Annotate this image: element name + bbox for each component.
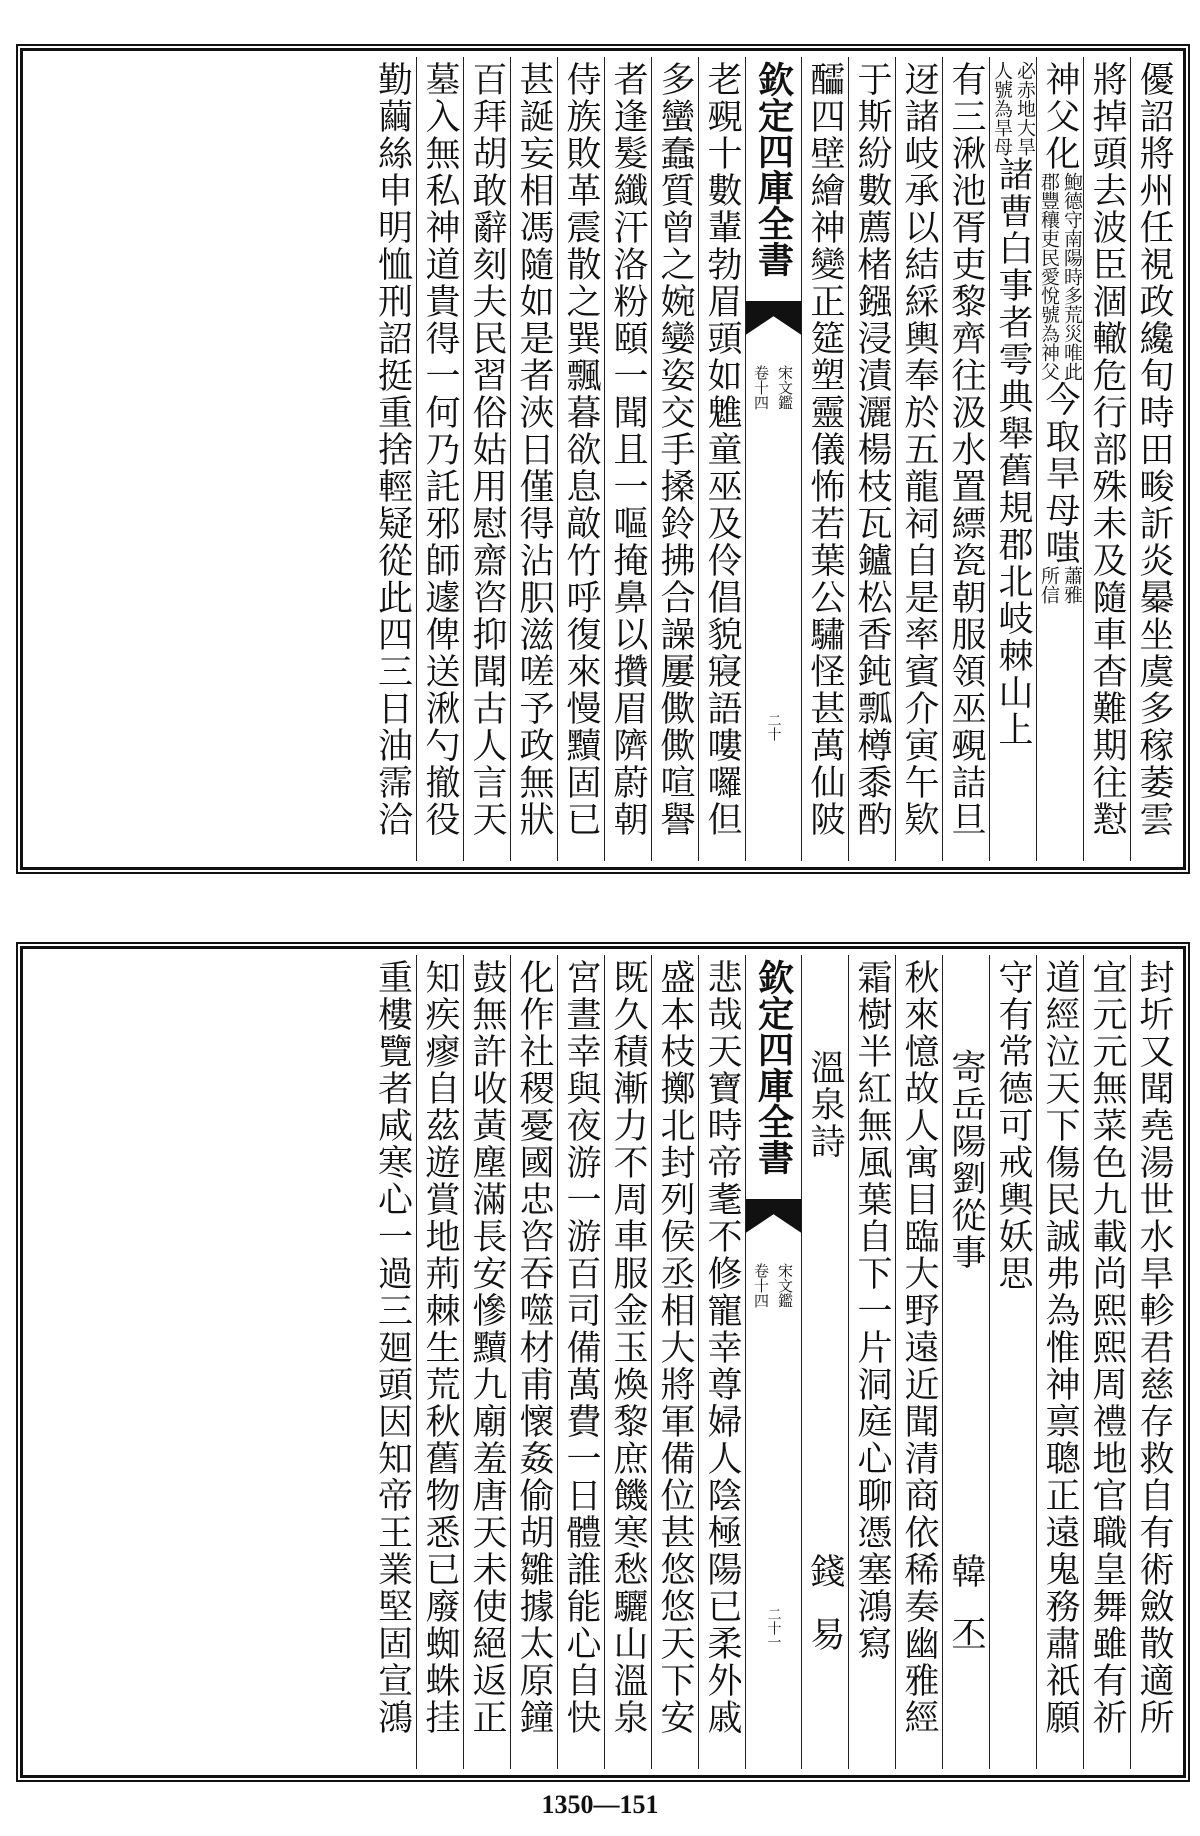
fishtail-mark bbox=[746, 1199, 802, 1233]
column-text: 重樓覽者咸寒心一過三廻頭因知帝王業堅固宣鴻 bbox=[372, 959, 413, 1736]
text-column bbox=[1130, 955, 1177, 1769]
text-column bbox=[651, 57, 698, 861]
column-text: 侍族敗革震散之巽飄暮欲息㪣竹呼復來慢黷固已 bbox=[561, 61, 601, 838]
column-text: 甚誕妄相馮隨如是者浹日僅得沾胑滋嗟予政無狀 bbox=[514, 61, 554, 838]
column-text: 將掉頭去波臣涸轍危行部殊未及隨車杳難期往懟 bbox=[1087, 61, 1127, 838]
text-column bbox=[416, 955, 463, 1769]
note-line: 必赤地大旱 bbox=[1014, 61, 1036, 156]
interlinear-note bbox=[1038, 566, 1082, 604]
column-text: 霜樹半紅無風葉自下一片洞庭心聊憑塞鴻寫 bbox=[852, 959, 892, 1662]
upper-page bbox=[20, 48, 1186, 870]
text-column bbox=[604, 955, 651, 1769]
column-text: 化作社稷憂國忠咨吞噬材甫懷姦偷胡雛據太原鐘 bbox=[514, 959, 554, 1736]
text-column bbox=[510, 57, 557, 861]
column-text: 道經泣天下傷民誠弗為惟神禀聰正遠鬼務肅祇願 bbox=[1040, 959, 1080, 1736]
column-text: 今取旱母嗤 bbox=[1040, 381, 1080, 566]
book-name: 宋文鑑 bbox=[776, 365, 794, 410]
text-column bbox=[848, 955, 895, 1769]
text-column bbox=[463, 955, 510, 1769]
column-text: 神父化 bbox=[1040, 61, 1080, 172]
text-column bbox=[1130, 57, 1177, 861]
note-line: 郡豐穰吏民愛悅號為神父 bbox=[1038, 172, 1060, 381]
text-column bbox=[1083, 57, 1130, 861]
note-line: 人號為旱母 bbox=[991, 61, 1013, 156]
text-column bbox=[369, 955, 416, 1769]
collection-title: 欽定四庫全書 bbox=[752, 959, 795, 1175]
center-strip bbox=[745, 955, 801, 1769]
column-text: 宮晝幸與夜游一游百司備萬費一日體誰能心自快 bbox=[561, 959, 601, 1736]
juan-number: 卷十四 bbox=[752, 365, 770, 410]
fishtail-mark bbox=[746, 301, 802, 335]
poem-author: 錢易 bbox=[805, 1553, 845, 1679]
text-column bbox=[651, 955, 698, 1769]
column-text: 悲哉天寶時帝耄不修寵幸尊婦人陰極陽已柔外戚 bbox=[702, 959, 742, 1736]
column-text: 封圻又聞堯湯世水旱軫君慈存救自有術斂散適所 bbox=[1134, 959, 1174, 1736]
note-line: 所信 bbox=[1038, 566, 1060, 604]
folio-number: 二十一 bbox=[765, 1607, 782, 1649]
column-text: 守有常德可戒輿妖思 bbox=[993, 959, 1033, 1292]
column-text: 于斯紛數薦楮鏹浸漬灑楊枝瓦鑪松香鈍瓢樽黍酌 bbox=[852, 61, 892, 838]
column-text: 迓諸岐承以結綵輿奉於五龍祠自是率賓介寅午欵 bbox=[899, 61, 939, 838]
lower-page bbox=[20, 946, 1186, 1778]
poem-title-column bbox=[801, 955, 848, 1769]
text-column-annotated bbox=[989, 57, 1036, 861]
text-column bbox=[463, 57, 510, 861]
page-number: 1350—151 bbox=[541, 1790, 659, 1819]
column-text: 秋來憶故人寓目臨大野遠近聞清商依稀奏幽雅經 bbox=[899, 959, 939, 1736]
folio-number: 二十 bbox=[765, 713, 782, 741]
text-column bbox=[604, 57, 651, 861]
poem-author: 韓丕 bbox=[946, 1553, 986, 1679]
text-column bbox=[698, 57, 745, 861]
column-text: 宜元元無菜色九載尚熙熙周禮地官職皇舞雖有祈 bbox=[1087, 959, 1127, 1736]
column-text: 者逢髮纖汗洛粉頤一聞且一嘔掩鼻以攢眉隮蔚朝 bbox=[608, 61, 648, 838]
text-column bbox=[557, 57, 604, 861]
column-text: 諸曹白事者雩典舉舊規郡北岐棘山上 bbox=[993, 156, 1033, 748]
note-line: 蕭雅 bbox=[1061, 566, 1083, 604]
column-text: 既久積漸力不周車服金玉煥黎庶饑寒愁驪山溫泉 bbox=[608, 959, 648, 1736]
juan-number: 卷十四 bbox=[752, 1263, 770, 1308]
column-text: 百拜胡敢辭刻夫民習俗姑用慰齋咨抑聞古人言天 bbox=[467, 61, 507, 838]
book-info bbox=[751, 365, 796, 410]
interlinear-note bbox=[991, 61, 1035, 156]
column-text: 勤繭絲申明恤刑詔挺重捨輕疑從此四三日油霈洽 bbox=[372, 61, 413, 838]
column-text: 墓入無私神道貴得一何乃託邪師遽俾送湫勺撤役 bbox=[420, 61, 460, 838]
column-text: 多蠻蠢質曾之婉孌姿交手搡鈴拂合譟屢僛僛喧譽 bbox=[655, 61, 695, 838]
text-column bbox=[1083, 955, 1130, 1769]
text-column bbox=[1036, 955, 1083, 1769]
text-column bbox=[557, 955, 604, 1769]
book-info bbox=[751, 1263, 796, 1308]
center-strip bbox=[745, 57, 801, 861]
upper-columns bbox=[29, 57, 1177, 861]
text-column bbox=[989, 955, 1036, 1769]
text-column bbox=[895, 955, 942, 1769]
text-column bbox=[698, 955, 745, 1769]
text-column bbox=[848, 57, 895, 861]
column-text: 知疾瘳自茲遊賞地荊棘生荒秋舊物悉已廢蜘蛛挂 bbox=[420, 959, 460, 1736]
lower-columns bbox=[29, 955, 1177, 1769]
collection-title: 欽定四庫全書 bbox=[752, 61, 795, 277]
text-column bbox=[895, 57, 942, 861]
text-column bbox=[416, 57, 463, 861]
interlinear-note bbox=[1038, 172, 1082, 381]
column-text: 盛本枝擲北封列侯丞相大將軍備位甚悠悠天下安 bbox=[655, 959, 695, 1736]
note-line: 鮑德守南陽時多荒災唯此 bbox=[1061, 172, 1083, 381]
column-text: 醽四壁繪神變正筵塑靈儀怖若葉公驌怪甚萬仙陂 bbox=[805, 61, 845, 838]
column-text: 優詔將州任視政纔旬時田畯訢炎㬥坐虞多稼萎雲 bbox=[1134, 61, 1174, 838]
poem-title: 寄岳陽劉從事 bbox=[946, 1049, 986, 1271]
text-column-annotated bbox=[1036, 57, 1083, 861]
text-column bbox=[801, 57, 848, 861]
poem-title: 溫泉詩 bbox=[805, 1049, 845, 1160]
column-text: 老覡十數輩勃眉頭如魋童巫及伶倡貌寢語嘍囉但 bbox=[702, 61, 742, 838]
column-text: 有三湫池胥吏黎齊往汲水置縹瓷朝服領巫覡詰旦 bbox=[946, 61, 986, 838]
text-column bbox=[369, 57, 416, 861]
column-text: 鼓無許收黃塵滿長安慘黷九廟羞唐天未使絕返正 bbox=[467, 959, 507, 1736]
book-name: 宋文鑑 bbox=[776, 1263, 794, 1308]
poem-title-column bbox=[942, 955, 989, 1769]
text-column bbox=[942, 57, 989, 861]
text-column bbox=[510, 955, 557, 1769]
